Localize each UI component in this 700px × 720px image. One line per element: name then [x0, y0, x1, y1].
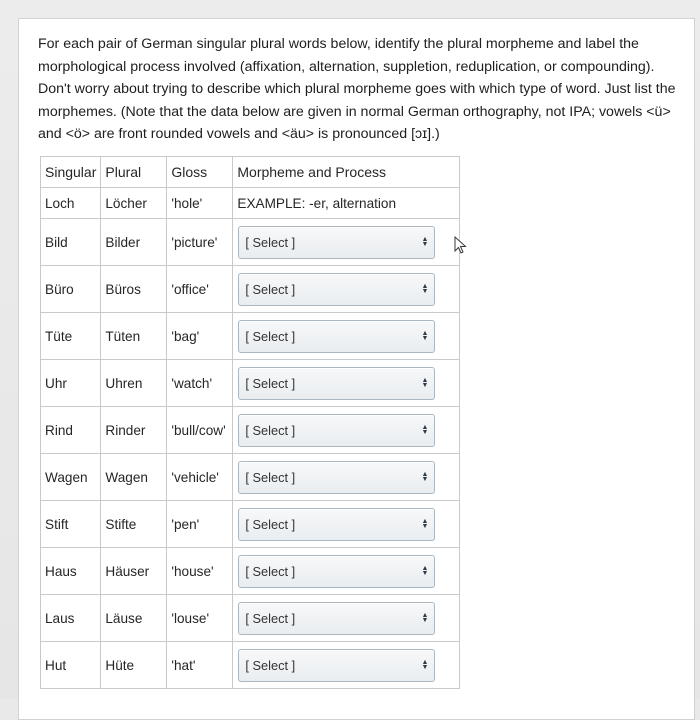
table-row	[41, 454, 460, 501]
row-singular: Stift	[41, 501, 101, 548]
header-singular: Singular	[41, 157, 101, 188]
table-row	[41, 313, 460, 360]
row-singular: Büro	[41, 266, 101, 313]
header-morpheme-process: Morpheme and Process	[233, 157, 460, 188]
select-updown-arrows-icon: ▲ ▼	[421, 377, 429, 389]
table-row	[41, 595, 460, 642]
row-answer-cell	[233, 642, 460, 689]
select-placeholder: [ Select ]	[245, 657, 296, 673]
morpheme-process-select[interactable]	[238, 555, 435, 588]
row-answer-cell	[233, 360, 460, 407]
row-gloss: 'louse'	[167, 595, 233, 642]
row-singular: Bild	[41, 219, 101, 266]
row-gloss: 'picture'	[167, 219, 233, 266]
row-gloss: 'pen'	[167, 501, 233, 548]
select-placeholder: [ Select ]	[245, 516, 296, 532]
morpheme-process-select[interactable]	[238, 602, 435, 635]
select-updown-arrows-icon: ▲ ▼	[421, 565, 429, 577]
row-plural: Bilder	[101, 219, 167, 266]
example-plural: Löcher	[101, 188, 167, 219]
morpheme-process-select[interactable]	[238, 414, 435, 447]
row-answer-cell	[233, 407, 460, 454]
morpheme-process-select[interactable]	[238, 226, 435, 259]
table-header-row	[41, 157, 460, 188]
morpheme-process-select[interactable]	[238, 508, 435, 541]
row-singular: Uhr	[41, 360, 101, 407]
select-placeholder: [ Select ]	[245, 610, 296, 626]
row-singular: Tüte	[41, 313, 101, 360]
row-singular: Wagen	[41, 454, 101, 501]
example-answer: EXAMPLE: -er, alternation	[233, 188, 460, 219]
row-gloss: 'office'	[167, 266, 233, 313]
morpheme-process-select[interactable]	[238, 367, 435, 400]
row-singular: Rind	[41, 407, 101, 454]
row-gloss: 'bag'	[167, 313, 233, 360]
row-gloss: 'hat'	[167, 642, 233, 689]
table-row	[41, 407, 460, 454]
select-updown-arrows-icon: ▲ ▼	[421, 283, 429, 295]
select-updown-arrows-icon: ▲ ▼	[421, 612, 429, 624]
select-placeholder: [ Select ]	[245, 563, 296, 579]
row-plural: Uhren	[101, 360, 167, 407]
row-singular: Hut	[41, 642, 101, 689]
table-row	[41, 501, 460, 548]
row-plural: Läuse	[101, 595, 167, 642]
mouse-pointer-icon	[454, 236, 468, 254]
table-row	[41, 548, 460, 595]
select-placeholder: [ Select ]	[245, 234, 296, 250]
table-row	[41, 360, 460, 407]
morpheme-process-select[interactable]	[238, 320, 435, 353]
row-gloss: 'vehicle'	[167, 454, 233, 501]
select-updown-arrows-icon: ▲ ▼	[421, 330, 429, 342]
row-singular: Laus	[41, 595, 101, 642]
row-singular: Haus	[41, 548, 101, 595]
row-answer-cell	[233, 313, 460, 360]
select-placeholder: [ Select ]	[245, 469, 296, 485]
morpheme-process-select[interactable]	[238, 273, 435, 306]
select-updown-arrows-icon: ▲ ▼	[421, 471, 429, 483]
select-updown-arrows-icon: ▲ ▼	[421, 518, 429, 530]
select-updown-arrows-icon: ▲ ▼	[421, 236, 429, 248]
row-gloss: 'house'	[167, 548, 233, 595]
row-plural: Stifte	[101, 501, 167, 548]
select-placeholder: [ Select ]	[245, 375, 296, 391]
example-gloss: 'hole'	[167, 188, 233, 219]
row-gloss: 'watch'	[167, 360, 233, 407]
example-singular: Loch	[41, 188, 101, 219]
row-plural: Wagen	[101, 454, 167, 501]
question-prompt: For each pair of German singular plural words below, identify the plural morpheme and label the morphological process involved (affixation, alternation, suppletion, reduplication, or compounding). Don't worry about trying to describe which plural morpheme goes with which type of word. Just list the morphemes. (Note that the data below are given in normal German orthography, not IPA; vowels <ü> and <ö> are front rounded vowels and <äu> is pronounced [ɔɪ].)	[38, 36, 676, 143]
row-plural: Rinder	[101, 407, 167, 454]
example-row	[41, 188, 460, 219]
select-placeholder: [ Select ]	[245, 328, 296, 344]
select-updown-arrows-icon: ▲ ▼	[421, 659, 429, 671]
row-answer-cell	[233, 266, 460, 313]
select-updown-arrows-icon: ▲ ▼	[421, 424, 429, 436]
row-gloss: 'bull/cow'	[167, 407, 233, 454]
morpheme-process-select[interactable]	[238, 649, 435, 682]
row-answer-cell	[233, 454, 460, 501]
morpheme-table	[40, 156, 460, 689]
table-row	[41, 219, 460, 266]
row-answer-cell	[233, 548, 460, 595]
row-plural: Tüten	[101, 313, 167, 360]
select-placeholder: [ Select ]	[245, 281, 296, 297]
row-plural: Büros	[101, 266, 167, 313]
row-plural: Häuser	[101, 548, 167, 595]
table-row	[41, 642, 460, 689]
row-answer-cell	[233, 501, 460, 548]
header-gloss: Gloss	[167, 157, 233, 188]
header-plural: Plural	[101, 157, 167, 188]
table-row	[41, 266, 460, 313]
row-answer-cell	[233, 595, 460, 642]
row-plural: Hüte	[101, 642, 167, 689]
morpheme-process-select[interactable]	[238, 461, 435, 494]
row-answer-cell	[233, 219, 460, 266]
select-placeholder: [ Select ]	[245, 422, 296, 438]
